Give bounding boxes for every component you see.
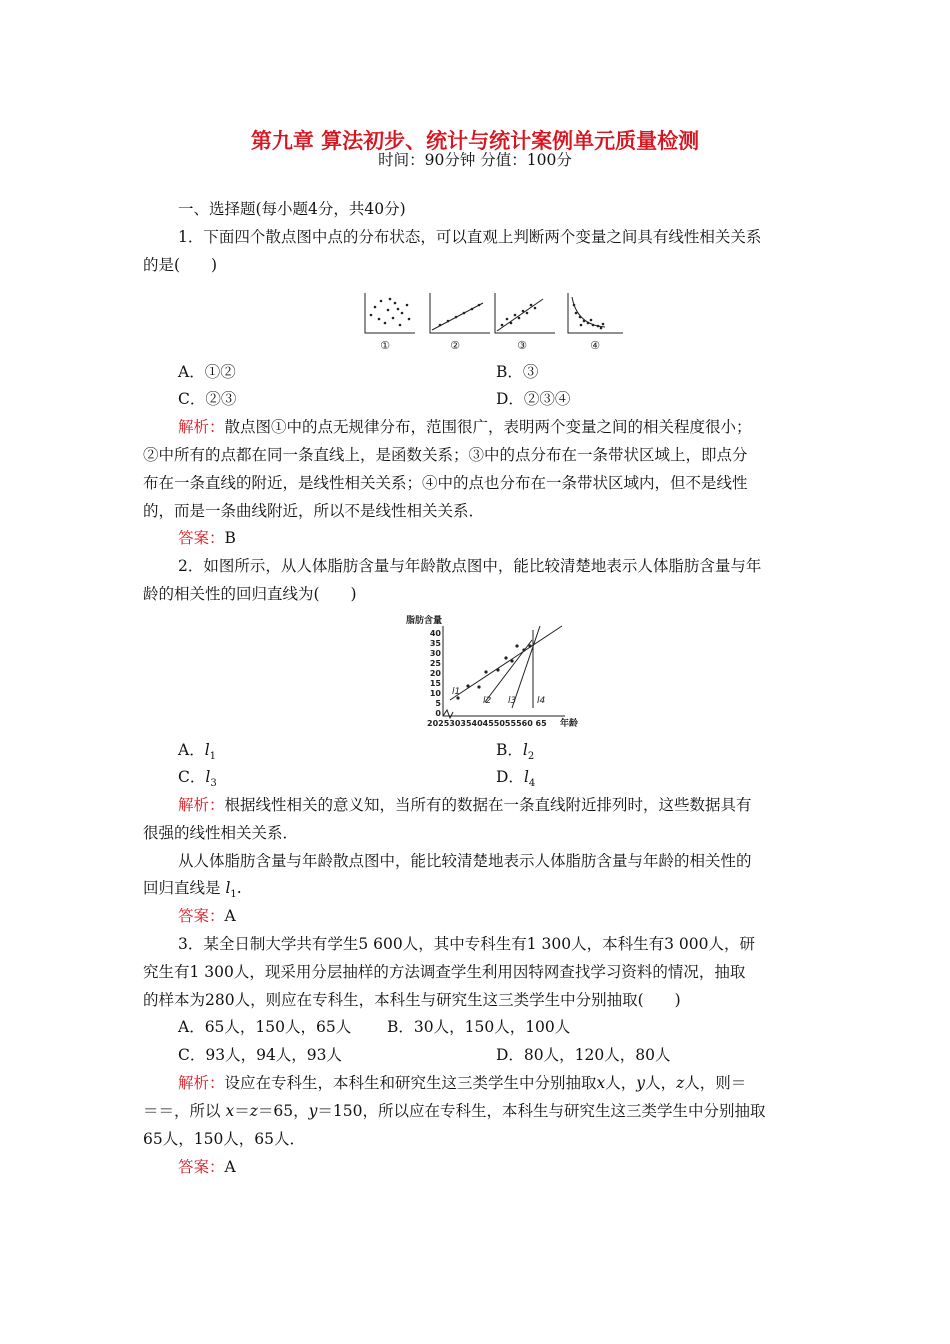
plot2-label: ②	[450, 339, 460, 352]
q3-analysis-line1: 解析：设应在专科生，本科生和研究生这三类学生中分别抽取x人，y人，z人，则＝	[178, 1074, 747, 1092]
q2-stem-line2: 龄的相关性的回归直线为( )	[143, 585, 357, 603]
q2-analysis-line2: 很强的线性相关关系．	[143, 824, 299, 842]
ytick: 10	[429, 689, 441, 698]
q1-option-a: A．①②	[178, 363, 236, 381]
q1-analysis-line1	[178, 417, 752, 437]
q1-answer-label: 答案：	[178, 529, 225, 547]
q1-option-d: D．②③④	[496, 390, 571, 408]
q3-option-c: C．93人，94人，93人	[178, 1046, 343, 1064]
line-l1	[450, 626, 562, 700]
q2-analysis-line4: 回归直线是 $l_1$.	[143, 879, 242, 901]
plot4-label: ④	[590, 339, 600, 352]
ytick: 40	[429, 629, 441, 638]
q2-axis-break	[443, 710, 453, 718]
label-l1: l1	[452, 687, 461, 697]
label-l3: l3	[508, 696, 517, 706]
q2-answer-value: A	[224, 907, 236, 925]
page-title: 第九章 算法初步、统计与统计案例单元质量检测	[250, 129, 700, 153]
ytick: 15	[429, 679, 441, 688]
section-heading: 一、选择题(每小题4分，共40分)	[178, 200, 406, 218]
q3-option-b: B．30人，150人，100人	[387, 1018, 571, 1036]
q2-option-b: B．$l_2$	[496, 741, 535, 763]
q1-analysis-line4: 的，而是一条曲线附近，所以不是线性相关关系．	[143, 502, 485, 520]
label-l2: l2	[483, 696, 492, 706]
q1-stem-line1: 1．下面四个散点图中点的分布状态，可以直观上判断两个变量之间具有线性相关关系	[178, 228, 762, 246]
q2-answer	[178, 906, 236, 926]
q2-option-a: A．$l_1$	[178, 741, 217, 763]
ytick: 20	[429, 669, 441, 678]
q1-analysis-line2: ②中所有的点都在同一条直线上，是函数关系；③中的点分布在一条带状区域上，即点分	[143, 446, 748, 464]
q1-scatter-figure	[355, 285, 625, 355]
q2-analysis-line1: 解析：根据线性相关的意义知，当所有的数据在一条直线附近排列时，这些数据具有	[178, 796, 752, 814]
q3-answer-label: 答案：	[178, 1158, 225, 1176]
q3-analysis-line2: ＝＝，所以 x＝z＝65，y＝150，所以应在专科生，本科生与研究生这三类学生中分别抽取	[143, 1102, 766, 1120]
ytick: 35	[429, 639, 441, 648]
q2-fat-age-figure	[400, 612, 590, 730]
ytick: 5	[435, 699, 441, 708]
plot3-axes	[495, 293, 555, 333]
ytick: 0	[435, 709, 441, 718]
q3-analysis-line3: 65人，150人，65人．	[143, 1130, 306, 1148]
plot2-axes	[430, 293, 490, 333]
plot3-label: ③	[517, 339, 527, 352]
q2-ylabel: 脂肪含量	[406, 616, 443, 626]
q1-answer-value: B	[224, 529, 236, 547]
q3-answer-value: A	[224, 1158, 236, 1176]
q1-answer	[178, 528, 236, 548]
ytick: 25	[429, 659, 441, 668]
q1-option-b: B．③	[496, 363, 539, 381]
q1-analysis-line3: 布在一条直线的附近，是线性相关关系；④中的点也分布在一条带状区域内，但不是线性	[143, 474, 748, 492]
q3-analysis-label: 解析：	[178, 1074, 225, 1092]
q1-analysis-label: 解析：	[178, 418, 225, 436]
q2-xticks: 2025303540455055560 65	[427, 719, 547, 728]
q2-analysis-line3: 从人体脂肪含量与年龄散点图中，能比较清楚地表示人体脂肪含量与年龄的相关性的	[178, 852, 752, 870]
q1-stem-line2: 的是( )	[143, 256, 218, 274]
plot3-line	[497, 299, 543, 331]
q2-xlabel: 年龄	[560, 719, 579, 729]
q2-answer-label: 答案：	[178, 907, 225, 925]
q2-option-d: D．$l_4$	[496, 768, 536, 790]
q3-option-a: A．65人，150人，65人	[178, 1018, 352, 1036]
q3-answer	[178, 1157, 236, 1177]
q3-option-d: D．80人，120人，80人	[496, 1046, 671, 1064]
q1-analysis-text1: 散点图①中的点无规律分布，范围很广，表明两个变量之间的相关程度很小；	[224, 418, 752, 436]
label-l4: l4	[537, 696, 546, 706]
q2-stem-line1: 2．如图所示，从人体脂肪含量与年龄散点图中，能比较清楚地表示人体脂肪含量与年	[178, 557, 762, 575]
q1-option-c: C．②③	[178, 390, 237, 408]
q2-analysis-label: 解析：	[178, 796, 225, 814]
q2-axes	[443, 626, 565, 716]
q2-option-c: C．$l_3$	[178, 768, 217, 790]
q3-stem-line2: 究生有1 300人，现采用分层抽样的方法调查学生利用因特网查找学习资料的情况，抽取	[143, 963, 746, 981]
q3-stem-line1: 3．某全日制大学共有学生5 600人，其中专科生有1 300人，本科生有3 000人，研	[178, 935, 755, 953]
ytick: 30	[429, 649, 441, 658]
q3-stem-line3: 的样本为280人，则应在专科生，本科生与研究生这三类学生中分别抽取( )	[143, 991, 681, 1009]
plot1-label: ①	[380, 339, 390, 352]
page-subtitle: 时间：90分钟 分值：100分	[378, 151, 572, 169]
